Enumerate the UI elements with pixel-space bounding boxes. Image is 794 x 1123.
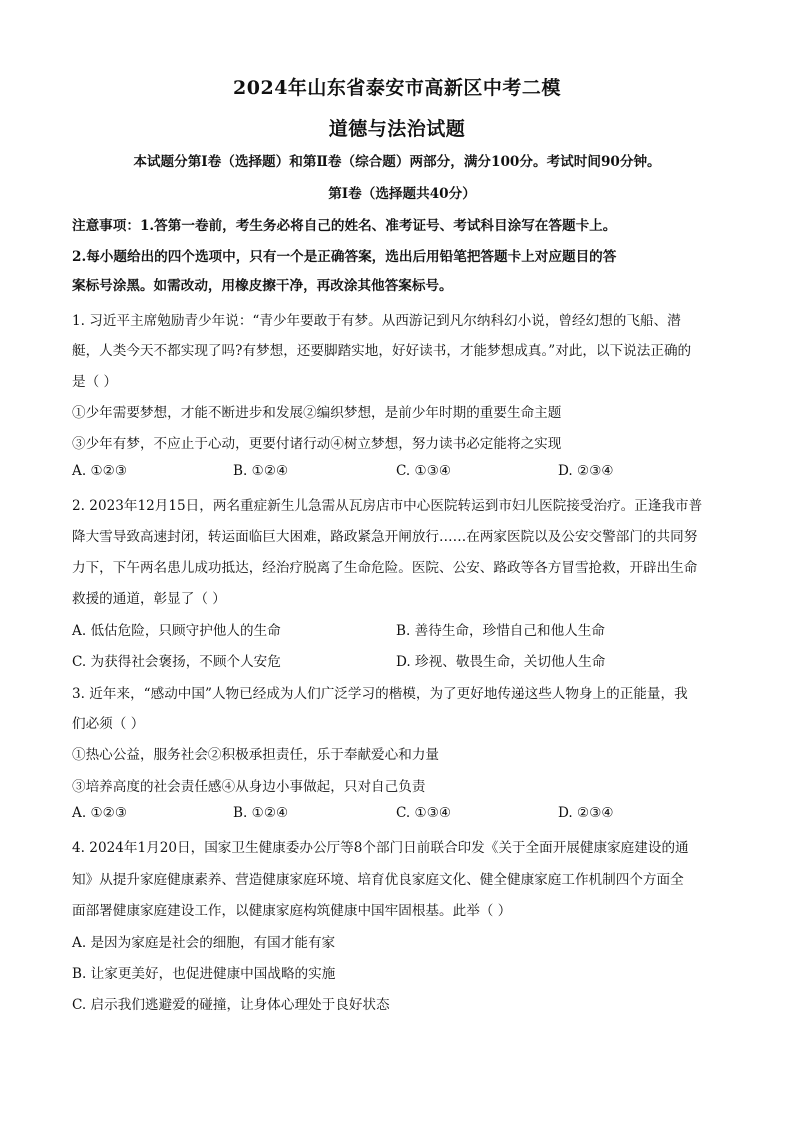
q4-line-2: 知》从提升家庭健康素养、营造健康家庭环境、培育优良家庭文化、健全健康家庭工作机制四个方面全 (72, 872, 684, 888)
q3-line-1: 3. 近年来，“感动中国”人物已经成为人们广泛学习的楷模，为了更好地传递这些人物身上的正能量，我 (72, 686, 688, 702)
q1-option-a: A. ①②③ (72, 463, 128, 479)
q2-option-d: D. 珍视、敬畏生命，关切他人生命 (396, 654, 606, 670)
q3-option-d: D. ②③④ (558, 805, 614, 821)
q2-line-4: 救援的通道，彰显了（ ） (72, 591, 226, 607)
exam-intro: 本试题分第Ⅰ卷（选择题）和第Ⅱ卷（综合题）两部分，满分100分。考试时间90分钟。 (133, 154, 661, 170)
q4-option-b: B. 让家更美好，也促进健康中国战略的实施 (72, 966, 336, 982)
q4-option-c: C. 启示我们逃避爱的碰撞，让身体心理处于良好状态 (72, 997, 390, 1013)
q1-option-d: D. ②③④ (558, 463, 614, 479)
q1-statement-1: ①少年需要梦想，才能不断进步和发展②编织梦想，是前少年时期的重要生命主题 (72, 405, 562, 421)
section-heading: 第Ⅰ卷（选择题共40分） (328, 186, 476, 202)
q3-statement-2: ③培养高度的社会责任感④从身边小事做起，只对自己负责 (72, 779, 426, 795)
q3-option-a: A. ①②③ (72, 805, 128, 821)
q1-option-c: C. ①③④ (396, 463, 452, 479)
q3-line-2: 们必须（ ） (72, 716, 145, 732)
q2-line-3: 力下，下午两名患儿成功抵达，经治疗脱离了生命危险。医院、公安、路政等各方冒雪抢救，开辟出生命 (72, 560, 698, 576)
q4-line-1: 4. 2024年1月20日，国家卫生健康委办公厅等8个部门日前联合印发《关于全面开展健康家庭建设的通 (72, 840, 689, 856)
q2-line-2: 降大雪导致高速封闭，转运面临巨大困难，路政紧急开闸放行……在两家医院以及公安交警部门的共同努 (72, 529, 698, 545)
q2-option-a: A. 低估危险，只顾守护他人的生命 (72, 623, 281, 639)
q2-line-1: 2. 2023年12月15日，两名重症新生儿急需从瓦房店市中心医院转运到市妇儿医院接受治疗。正逢我市普 (72, 498, 703, 514)
q2-option-c: C. 为获得社会褒扬，不顾个人安危 (72, 654, 281, 670)
q1-line-2: 艇，人类今天不都实现了吗?有梦想，还要脚踏实地，好好读书，才能梦想成真。”对此，以下说法正确的 (72, 343, 692, 359)
q3-option-b: B. ①②④ (233, 805, 289, 821)
q2-option-b: B. 善待生命，珍惜自己和他人生命 (396, 623, 605, 639)
q1-line-1: 1. 习近平主席勉励青少年说：“青少年要敢于有梦。从西游记到凡尔纳科幻小说，曾经幻想的飞船、潜 (72, 313, 681, 329)
q3-option-c: C. ①③④ (396, 805, 452, 821)
q4-option-a: A. 是因为家庭是社会的细胞，有国才能有家 (72, 935, 336, 951)
q3-statement-1: ①热心公益，服务社会②积极承担责任，乐于奉献爱心和力量 (72, 747, 440, 763)
page-subtitle: 道德与法治试题 (328, 118, 466, 140)
notice-2a: 2.每小题给出的四个选项中，只有一个是正确答案，选出后用铅笔把答题卡上对应题目的答 (72, 249, 617, 265)
notice-1: 注意事项：1.答第一卷前，考生务必将自己的姓名、准考证号、考试科目涂写在答题卡上。 (72, 218, 617, 234)
notice-2b: 案标号涂黑。如需改动，用橡皮擦干净，再改涂其他答案标号。 (72, 278, 453, 294)
q1-statement-2: ③少年有梦，不应止于心动，更要付诸行动④树立梦想，努力读书必定能将之实现 (72, 436, 562, 452)
page-title: 2024年山东省泰安市高新区中考二模 (233, 77, 561, 99)
q1-line-3: 是（ ） (72, 374, 118, 390)
q4-line-3: 面部署健康家庭建设工作，以健康家庭构筑健康中国牢固根基。此举（ ） (72, 903, 512, 919)
q1-option-b: B. ①②④ (233, 463, 289, 479)
